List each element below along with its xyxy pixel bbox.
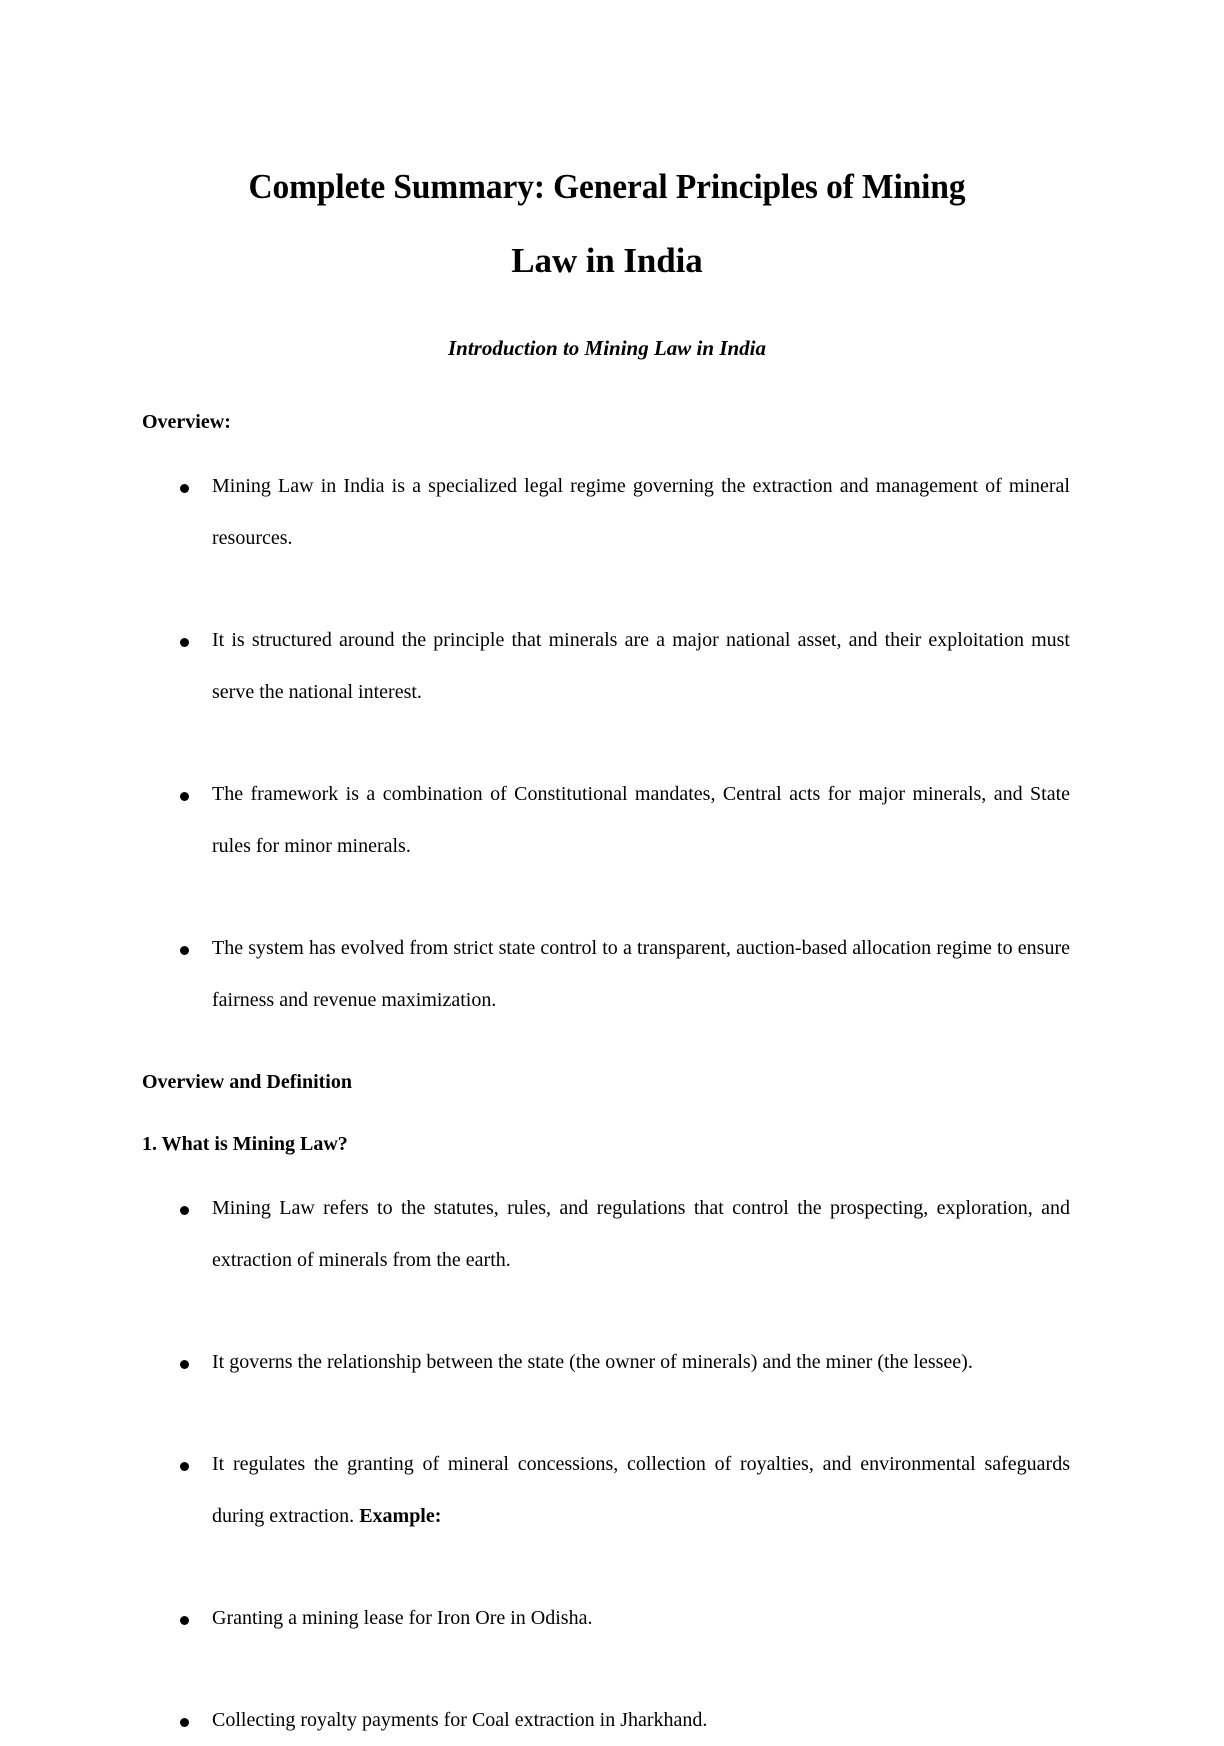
list-item	[142, 1336, 1070, 1388]
page-subtitle: Introduction to Mining Law in India	[447, 336, 767, 360]
list-item	[142, 1182, 1070, 1286]
page-title	[142, 150, 1072, 298]
document-content	[142, 150, 1072, 1746]
list-item-text: The framework is a combination of Constitutional mandates, Central acts for major minerals, and State rules for minor minerals.	[212, 783, 1070, 857]
list-item-text: It governs the relationship between the state (the owner of minerals) and the miner (the lessee).	[212, 1351, 973, 1373]
list-item	[142, 922, 1070, 1026]
list-item-text: Collecting royalty payments for Coal extraction in Jharkhand.	[212, 1709, 708, 1731]
list-item	[142, 1694, 1070, 1746]
list-item-text: Mining Law refers to the statutes, rules, and regulations that control the prospecting, exploration, and extraction of minerals from the earth.	[212, 1197, 1070, 1271]
list-item	[142, 614, 1070, 718]
heading-overview-and-definition: Overview and Definition	[142, 1071, 352, 1093]
example-label: Example:	[359, 1505, 442, 1527]
list-item	[142, 460, 1070, 564]
list-item-text: Granting a mining lease for Iron Ore in Odisha.	[212, 1607, 593, 1629]
list-item	[142, 768, 1070, 872]
bullet-list-what-is-mining-law	[142, 1182, 1072, 1746]
list-item-text: Mining Law in India is a specialized legal regime governing the extraction and management of mineral resources.	[212, 475, 1070, 549]
list-item-text: It regulates the granting of mineral concessions, collection of royalties, and environmental safeguards during extraction.	[212, 1453, 1070, 1527]
heading-overview: Overview:	[142, 411, 231, 433]
bullet-list-overview	[142, 460, 1072, 1026]
list-item-text: The system has evolved from strict state control to a transparent, auction-based allocation regime to ensure fairness and revenue maximization.	[212, 937, 1070, 1011]
list-item-text: It is structured around the principle that minerals are a major national asset, and their exploitation must serve the national interest.	[212, 629, 1070, 703]
page-title-line-2: Law in India	[511, 241, 703, 280]
page-title-line-1: Complete Summary: General Principles of Mining	[248, 167, 966, 206]
list-item	[142, 1438, 1070, 1542]
heading-what-is-mining-law: 1. What is Mining Law?	[142, 1133, 348, 1155]
list-item	[142, 1592, 1070, 1644]
